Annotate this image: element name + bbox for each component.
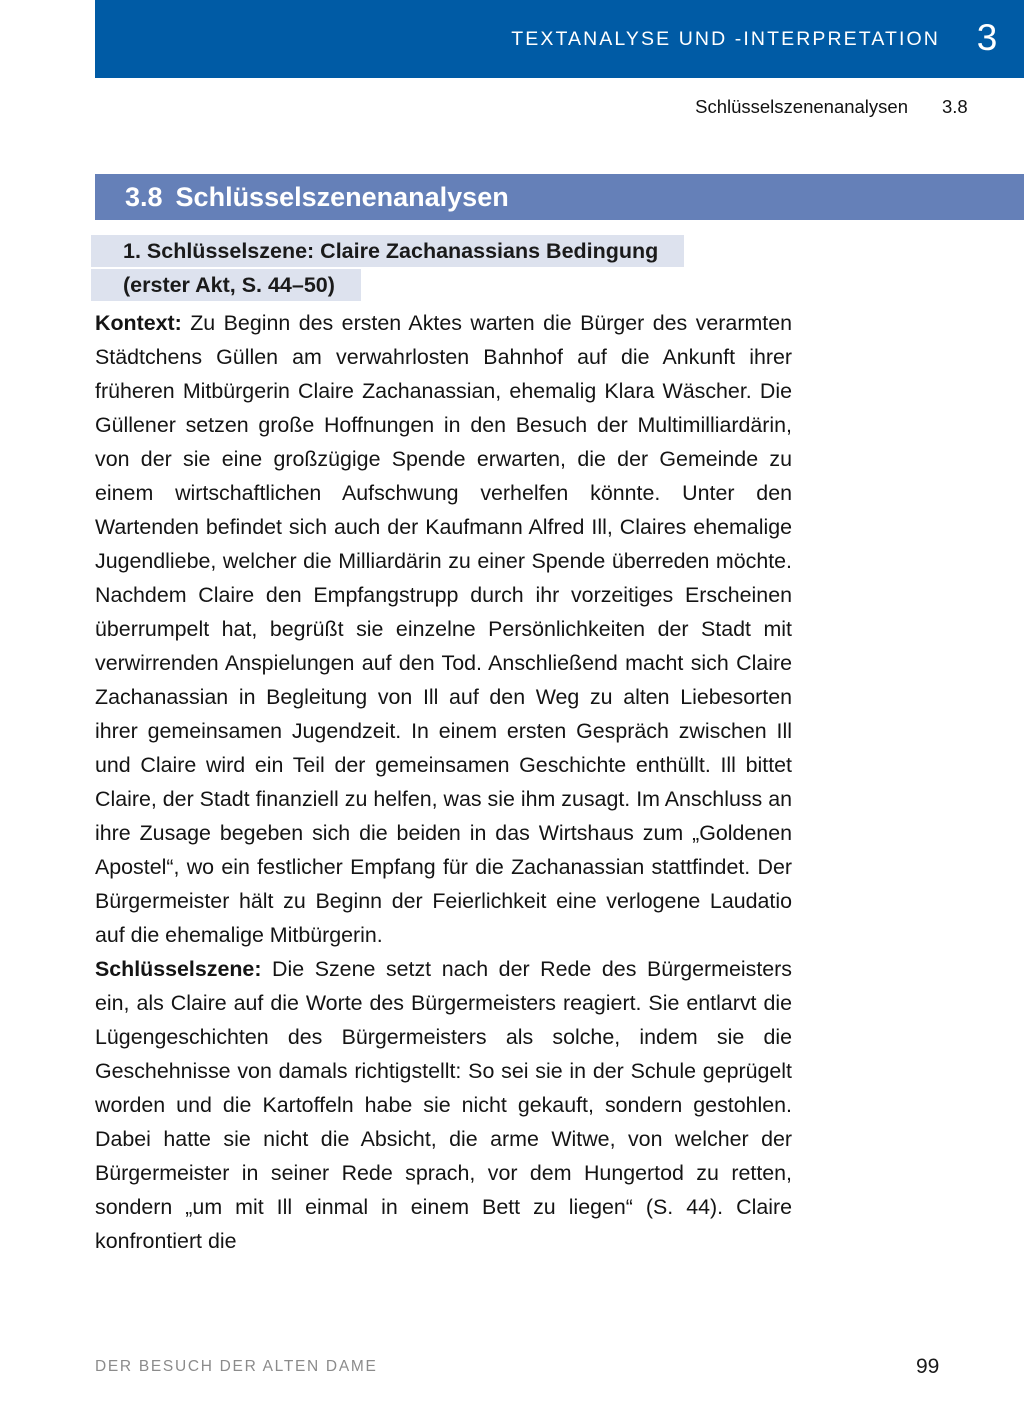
running-head-section-title: Schlüsselszenenanalysen [695,96,908,117]
running-head-title: TEXTANALYSE UND -INTERPRETATION [511,27,940,50]
scene-heading [95,234,795,302]
footer-book-title: DER BESUCH DER ALTEN DAME [95,1358,378,1375]
paragraph-schluesselszene-label: Schlüsselszene: [95,957,262,981]
running-head-section [695,96,986,118]
page-footer [95,1354,1024,1380]
chapter-number: 3 [976,16,998,58]
paragraph-kontext [95,306,792,952]
paragraph-schluesselszene [95,952,792,1258]
section-number: 3.8 [125,181,163,212]
body-text-column [95,306,792,1258]
section-title: Schlüsselszenenanalysen [175,181,509,212]
section-title-bar [95,174,1024,220]
paragraph-schluesselszene-text: Die Szene setzt nach der Rede des Bürgermeisters ein, als Claire auf die Worte des Bürgermeisters reagiert. Sie entlarvt die Lügengeschichten des Bürgermeisters als solche, indem sie die Geschehnisse von damals richtigstellt: So sei sie in der Schule geprügelt worden und die Kartoffeln habe sie nicht gekauft, sondern gestohlen. Dabei hatte sie nicht die Absicht, die arme Witwe, von welcher der Bürgermeister in seiner Rede sprach, vor dem Hungertod zu retten, sondern „um mit Ill einmal in einem Bett zu liegen“ (S. 44). Claire konfrontiert die [95,957,792,1253]
paragraph-kontext-label: Kontext: [95,311,182,335]
paragraph-kontext-text: Zu Beginn des ersten Aktes warten die Bürger des verarmten Städtchens Güllen am verwahrlosten Bahnhof auf die Ankunft ihrer früheren Mitbürgerin Claire Zachanassian, ehemalig Klara Wäscher. Die Güllener setzen große Hoffnungen in den Besuch der Multimilliardärin, von der sie eine großzügige Spende erwarten, die der Gemeinde zu einem wirtschaftlichen Aufschwung verhelfen könnte. Unter den Wartenden befindet sich auch der Kaufmann Alfred Ill, Claires ehemalige Jugendliebe, welcher die Milliardärin zu einer Spende überreden möchte. Nachdem Claire den Empfangstrupp durch ihr vorzeitiges Erscheinen überrumpelt hat, begrüßt sie einzelne Persönlichkeiten der Stadt mit verwirrenden Anspielungen auf den Tod. Anschließend macht sich Claire Zachanassian in Begleitung von Ill auf den Weg zu alten Liebesorten ihrer gemeinsamen Jugendzeit. In einem ersten Gespräch zwischen Ill und Claire wird ein Teil der gemeinsamen Geschichte enthüllt. Ill bittet Claire, der Stadt finanziell zu helfen, was sie ihm zusagt. Im Anschluss an ihre Zusage begeben sich die beiden in das Wirtshaus zum „Goldenen Apostel“, wo ein festlicher Empfang für die Zachanassian stattfindet. Der Bürgermeister hält zu Beginn der Feierlichkeit eine verlogene Laudatio auf die ehemalige Mitbürgerin. [95,311,792,947]
running-head-banner [95,0,1024,78]
footer-page-number: 99 [916,1355,940,1378]
scene-heading-line-2: (erster Akt, S. 44–50) [95,273,357,297]
scene-heading-line-1: 1. Schlüsselszene: Claire Zachanassians Bedingung [95,239,680,263]
running-head-section-number: 3.8 [942,96,968,117]
